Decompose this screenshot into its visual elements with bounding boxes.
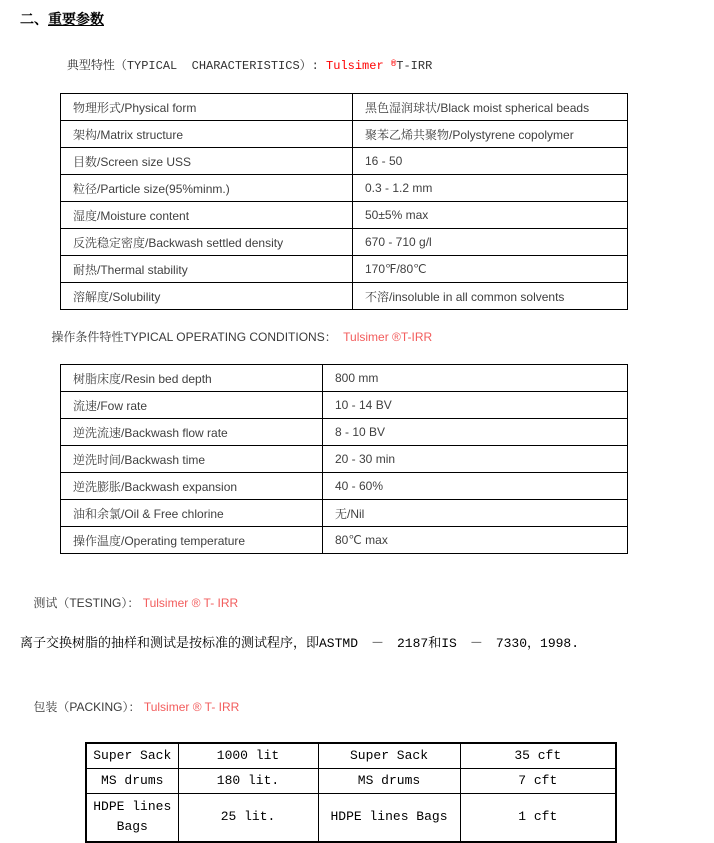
property-cell: 架构/Matrix structure: [61, 121, 353, 148]
value-cell: 不溶/insoluble in all common solvents: [353, 283, 628, 310]
brand-name: Tulsimer ®T-IRR: [343, 330, 433, 344]
property-cell: 逆洗膨胀/Backwash expansion: [61, 473, 323, 500]
packing-volume-cell: 35 cft: [460, 743, 616, 769]
table-row: [61, 392, 628, 419]
table-row: [61, 148, 628, 175]
value-cell: 8 - 10 BV: [323, 419, 628, 446]
value-cell: 670 - 710 g/l: [353, 229, 628, 256]
registered-trademark-icon: ®: [390, 59, 397, 69]
property-cell: 物理形式/Physical form: [61, 94, 353, 121]
packing-type-cell: MS drums: [86, 769, 178, 794]
table-row: [61, 283, 628, 310]
value-cell: 10 - 14 BV: [323, 392, 628, 419]
operating-conditions-table: [60, 364, 628, 554]
table-row: [86, 794, 616, 842]
packing-table: [85, 742, 617, 843]
value-cell: 16 - 50: [353, 148, 628, 175]
brand-name: Tulsimer ® T- IRR: [143, 700, 240, 714]
table-row: [61, 121, 628, 148]
property-cell: 目数/Screen size USS: [61, 148, 353, 175]
table-row: [61, 446, 628, 473]
value-cell: 170℉/80℃: [353, 256, 628, 283]
property-cell: 溶解度/Solubility: [61, 283, 353, 310]
property-cell: 油和余氯/Oil & Free chlorine: [61, 500, 323, 527]
page-title: [0, 0, 714, 29]
typical-heading-label: 典型特性（TYPICAL CHARACTERISTICS）:: [66, 59, 327, 73]
operating-heading-label: 操作条件特性TYPICAL OPERATING CONDITIONS：: [51, 330, 344, 344]
value-cell: 800 mm: [323, 365, 628, 392]
packing-type-cell: Super Sack: [86, 743, 178, 769]
typical-characteristics-table: [60, 93, 628, 310]
table-row: [61, 500, 628, 527]
property-cell: 操作温度/Operating temperature: [61, 527, 323, 554]
value-cell: 50±5% max: [353, 202, 628, 229]
property-cell: 逆洗时间/Backwash time: [61, 446, 323, 473]
packing-type-cell: HDPE lines Bags: [86, 794, 178, 842]
operating-conditions-heading: [38, 315, 714, 360]
table-row: [61, 94, 628, 121]
property-cell: 流速/Fow rate: [61, 392, 323, 419]
property-cell: 耐热/Thermal stability: [61, 256, 353, 283]
table-row: [61, 256, 628, 283]
value-cell: 无/Nil: [323, 500, 628, 527]
table-row: [61, 365, 628, 392]
packing-volume-cell: 7 cft: [460, 769, 616, 794]
packing-type-cell: MS drums: [318, 769, 460, 794]
property-cell: 湿度/Moisture content: [61, 202, 353, 229]
brand-name: Tulsimer ® T- IRR: [142, 596, 239, 610]
property-cell: 粒径/Particle size(95%minm.): [61, 175, 353, 202]
packing-volume-cell: 25 lit.: [178, 794, 318, 842]
value-cell: 40 - 60%: [323, 473, 628, 500]
page-title-prefix: 二、: [20, 12, 48, 28]
value-cell: 聚苯乙烯共聚物/Polystyrene copolymer: [353, 121, 628, 148]
value-cell: 0.3 - 1.2 mm: [353, 175, 628, 202]
table-row: [61, 473, 628, 500]
packing-volume-cell: 180 lit.: [178, 769, 318, 794]
packing-type-cell: Super Sack: [318, 743, 460, 769]
table-row: [61, 175, 628, 202]
property-cell: 反洗稳定密度/Backwash settled density: [61, 229, 353, 256]
table-row: [61, 419, 628, 446]
product-code: T-IRR: [396, 59, 433, 73]
testing-heading: [20, 581, 714, 626]
value-cell: 黑色湿润球状/Black moist spherical beads: [353, 94, 628, 121]
typical-characteristics-heading: [38, 42, 714, 89]
table-row: [61, 229, 628, 256]
property-cell: 逆洗流速/Backwash flow rate: [61, 419, 323, 446]
property-cell: 树脂床度/Resin bed depth: [61, 365, 323, 392]
packing-volume-cell: 1 cft: [460, 794, 616, 842]
testing-heading-label: 测试（TESTING）：: [33, 596, 143, 610]
page-title-text: 重要参数: [48, 12, 104, 28]
value-cell: 20 - 30 min: [323, 446, 628, 473]
testing-description: 离子交换树脂的抽样和测试是按标准的测试程序，即ASTMD － 2187和IS － 7330，1998.: [20, 636, 580, 651]
packing-volume-cell: 1000 lit: [178, 743, 318, 769]
table-row: [86, 769, 616, 794]
table-row: [86, 743, 616, 769]
value-cell: 80℃ max: [323, 527, 628, 554]
packing-heading-label: 包装（PACKING）：: [33, 700, 144, 714]
table-row: [61, 202, 628, 229]
packing-type-cell: HDPE lines Bags: [318, 794, 460, 842]
packing-heading: [20, 685, 714, 730]
table-row: [61, 527, 628, 554]
brand-name: Tulsimer: [326, 59, 391, 73]
